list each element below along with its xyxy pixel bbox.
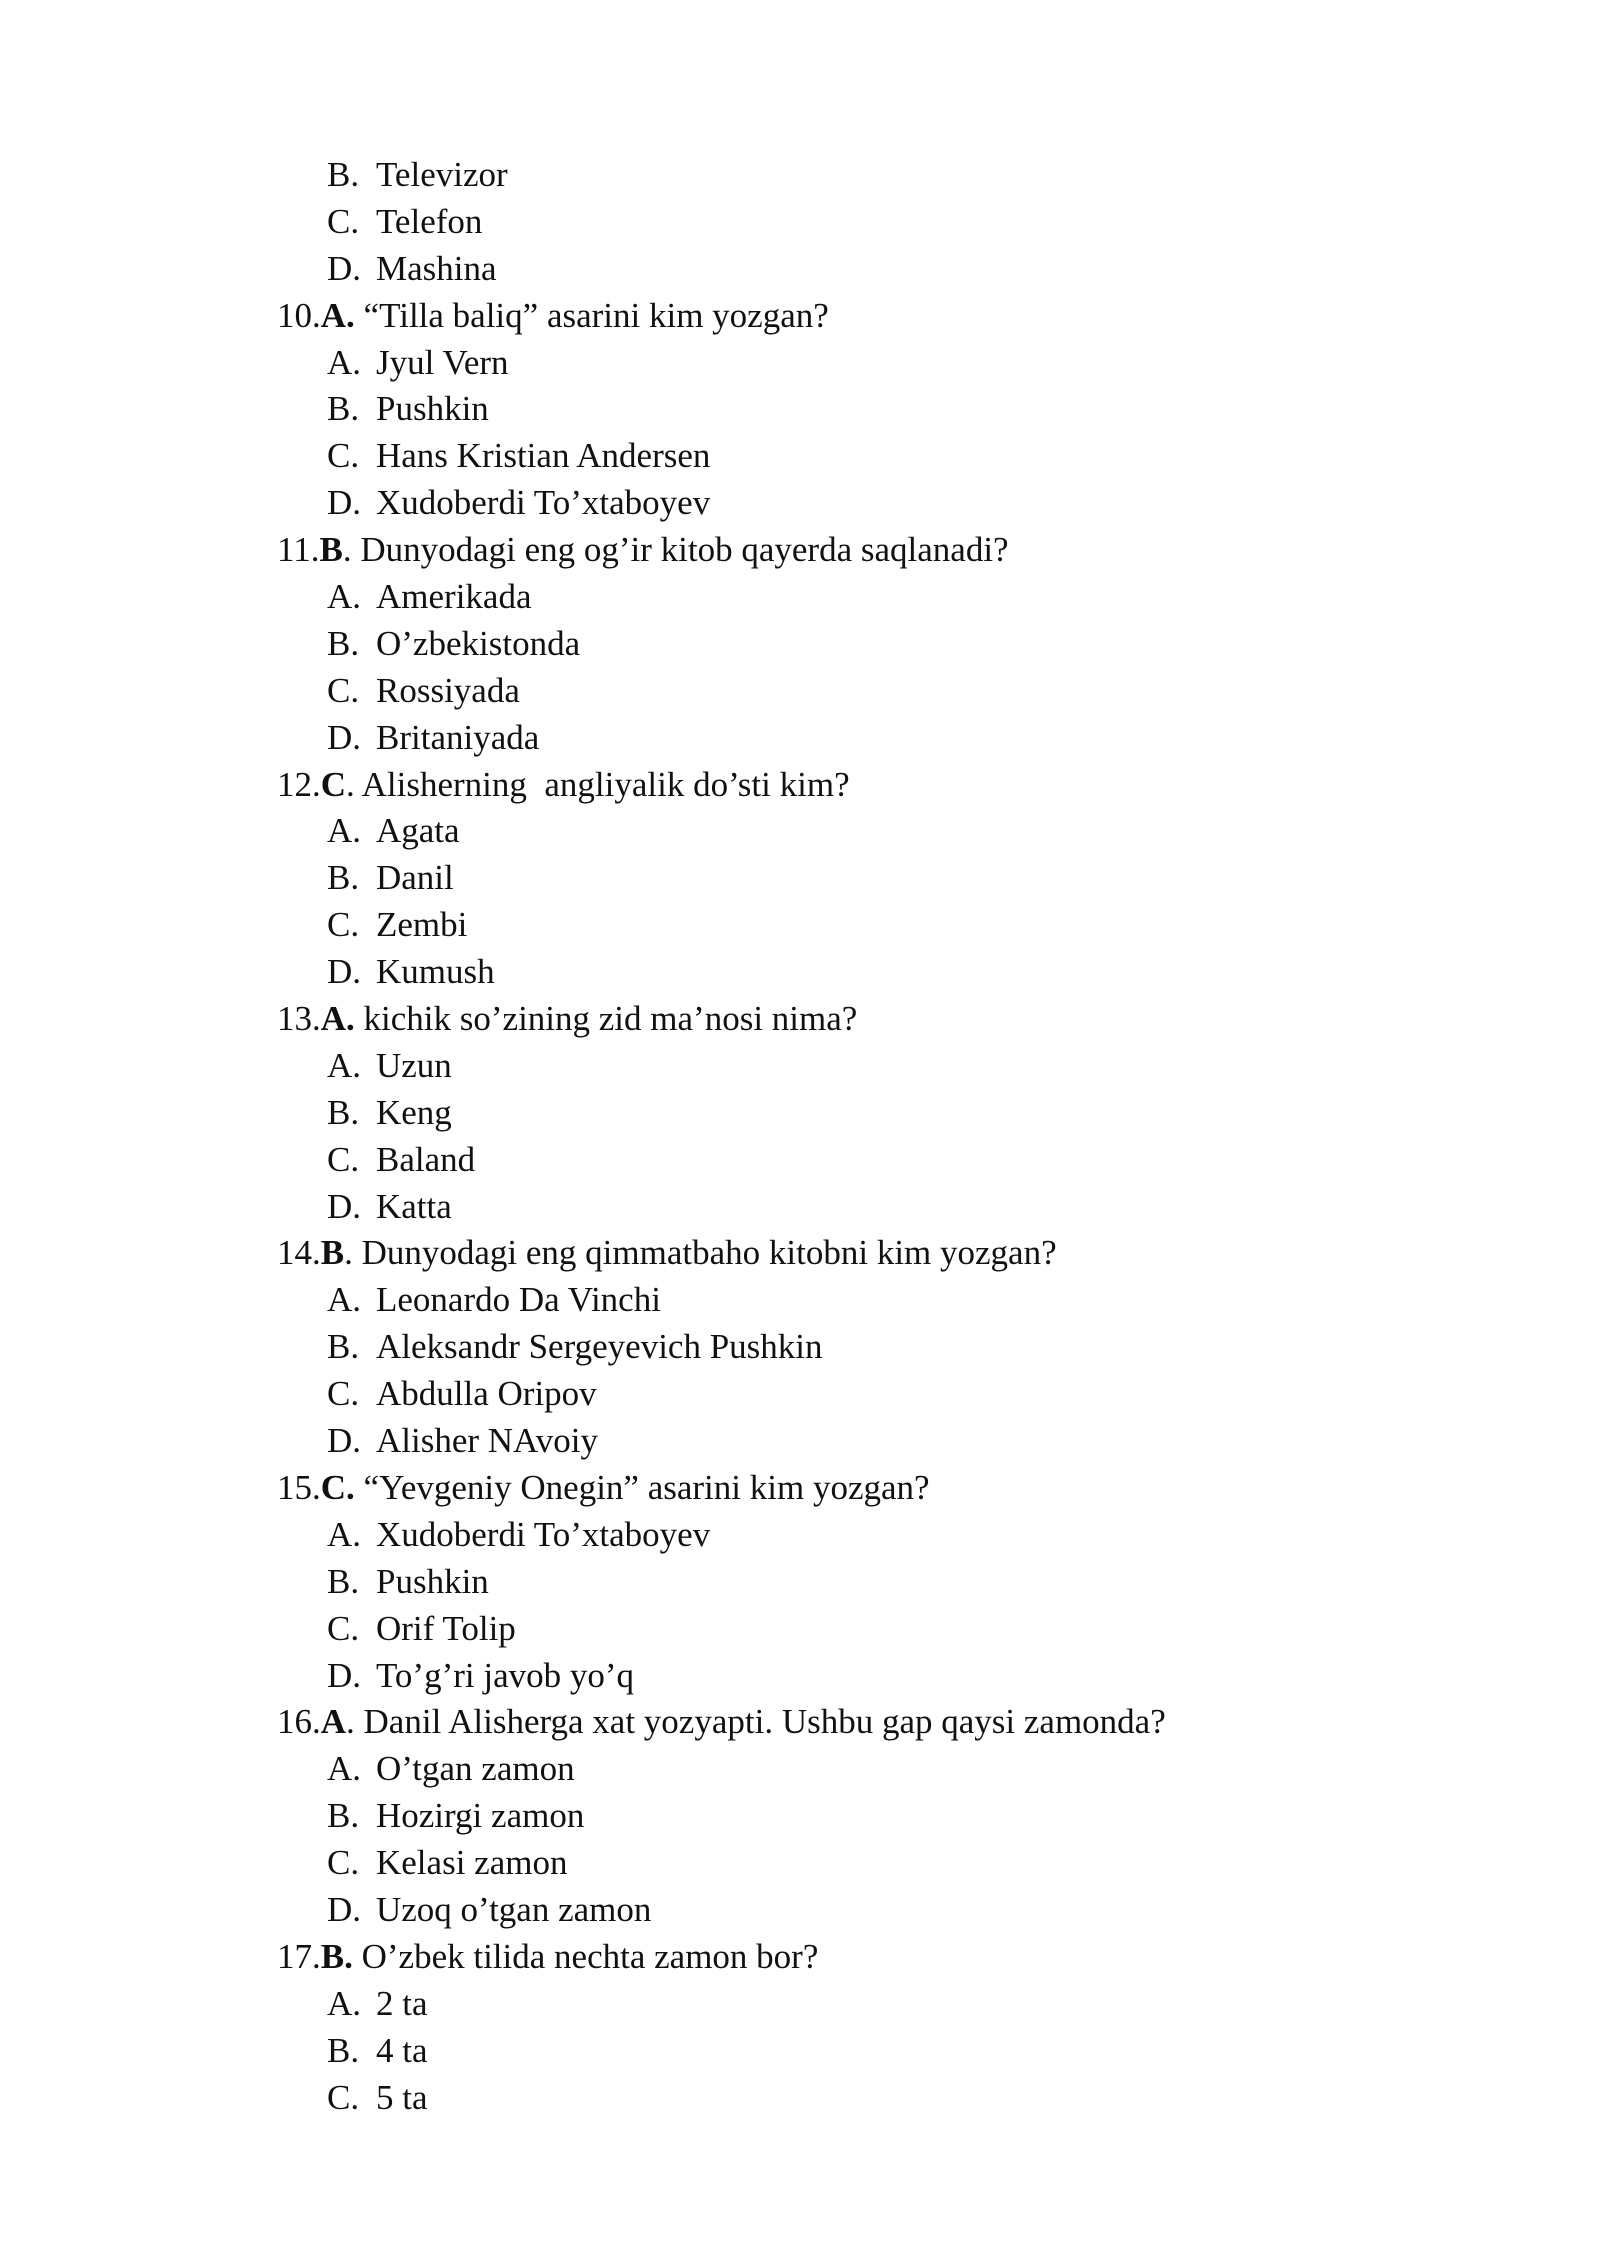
option-letter: D. bbox=[327, 952, 362, 992]
option-text: Jyul Vern bbox=[376, 342, 509, 382]
option-letter: A. bbox=[327, 1514, 362, 1554]
option-letter: A. bbox=[327, 811, 362, 851]
option-line bbox=[0, 2028, 1600, 2075]
option-letter: A. bbox=[327, 1749, 362, 1789]
option-line bbox=[0, 949, 1600, 996]
option-line bbox=[0, 1418, 1600, 1465]
question-text: . Danil Alisherga xat yozyapti. Ushbu gap qaysi zamonda? bbox=[346, 1702, 1166, 1742]
question-number: 10. bbox=[277, 295, 321, 335]
option-line bbox=[0, 1653, 1600, 1700]
option-line bbox=[0, 386, 1600, 433]
question-number: 16. bbox=[277, 1702, 321, 1742]
option-line bbox=[0, 1184, 1600, 1231]
option-text: Xudoberdi To’xtaboyev bbox=[376, 1514, 711, 1554]
option-line bbox=[0, 2075, 1600, 2122]
question-answer-key: B bbox=[319, 530, 343, 570]
option-line bbox=[0, 668, 1600, 715]
option-line bbox=[0, 855, 1600, 902]
option-letter: C. bbox=[327, 436, 360, 476]
document-page bbox=[0, 152, 1600, 2121]
option-letter: A. bbox=[327, 577, 362, 617]
option-text: Baland bbox=[376, 1139, 476, 1179]
option-line bbox=[0, 1043, 1600, 1090]
option-text: Televizor bbox=[376, 155, 508, 194]
question-answer-key: A bbox=[320, 1702, 347, 1742]
option-text: Abdulla Oripov bbox=[376, 1374, 597, 1414]
question-answer-key: B bbox=[320, 1233, 345, 1273]
option-letter: C. bbox=[327, 201, 360, 241]
option-line bbox=[0, 574, 1600, 621]
question-number: 15. bbox=[277, 1467, 321, 1507]
question-answer-key: A. bbox=[320, 999, 355, 1039]
option-text: Katta bbox=[376, 1186, 452, 1226]
option-text: 5 ta bbox=[376, 2077, 428, 2117]
option-letter: D. bbox=[327, 1889, 362, 1929]
option-text: Uzun bbox=[376, 1045, 452, 1085]
option-letter: B. bbox=[327, 2030, 360, 2070]
question-number: 14. bbox=[277, 1233, 321, 1273]
option-letter: C. bbox=[327, 670, 360, 710]
option-letter: A. bbox=[327, 342, 362, 382]
option-text: Rossiyada bbox=[376, 670, 520, 710]
option-text: Uzoq o’tgan zamon bbox=[376, 1889, 652, 1929]
option-text: Britaniyada bbox=[376, 717, 540, 757]
option-text: Agata bbox=[376, 811, 460, 851]
option-letter: B. bbox=[327, 1092, 360, 1132]
option-line bbox=[0, 1887, 1600, 1934]
option-line bbox=[0, 1090, 1600, 1137]
option-text: Amerikada bbox=[376, 577, 532, 617]
option-line bbox=[0, 199, 1600, 246]
option-line bbox=[0, 1606, 1600, 1653]
option-letter: C. bbox=[327, 1843, 360, 1883]
option-line bbox=[0, 480, 1600, 527]
option-line bbox=[0, 1324, 1600, 1371]
option-line bbox=[0, 1746, 1600, 1793]
question-line bbox=[0, 996, 1600, 1043]
option-letter: D. bbox=[327, 1421, 362, 1461]
option-text: Hozirgi zamon bbox=[376, 1796, 585, 1836]
option-text: 2 ta bbox=[376, 1983, 428, 2023]
option-letter: B. bbox=[327, 1561, 360, 1601]
option-text: Aleksandr Sergeyevich Pushkin bbox=[376, 1327, 823, 1367]
option-text: Telefon bbox=[376, 201, 483, 241]
option-text: Keng bbox=[376, 1092, 452, 1132]
question-number: 13. bbox=[277, 999, 321, 1039]
option-text: Pushkin bbox=[376, 1561, 489, 1601]
question-number: 17. bbox=[277, 1936, 321, 1976]
option-letter: C. bbox=[327, 2077, 360, 2117]
question-text: “Yevgeniy Onegin” asarini kim yozgan? bbox=[354, 1467, 930, 1507]
option-text: Danil bbox=[376, 858, 454, 898]
question-text: . Dunyodagi eng og’ir kitob qayerda saqlanadi? bbox=[342, 530, 1009, 570]
question-text: O’zbek tilida nechta zamon bor? bbox=[352, 1936, 819, 1976]
option-text: Leonardo Da Vinchi bbox=[376, 1280, 661, 1320]
option-letter: D. bbox=[327, 1655, 362, 1695]
question-text: kichik so’zining zid ma’nosi nima? bbox=[354, 999, 858, 1039]
question-text: . Dunyodagi eng qimmatbaho kitobni kim yozgan? bbox=[344, 1233, 1057, 1273]
question-answer-key: B. bbox=[320, 1936, 353, 1976]
question-line bbox=[0, 527, 1600, 574]
option-letter: B. bbox=[327, 389, 360, 429]
option-line bbox=[0, 1277, 1600, 1324]
option-line bbox=[0, 246, 1600, 293]
option-line bbox=[0, 340, 1600, 387]
option-text: To’g’ri javob yo’q bbox=[376, 1655, 635, 1695]
question-text: “Tilla baliq” asarini kim yozgan? bbox=[354, 295, 829, 335]
option-letter: D. bbox=[327, 1186, 362, 1226]
option-text: Alisher NAvoiy bbox=[376, 1421, 598, 1461]
option-letter: B. bbox=[327, 1327, 360, 1367]
question-line bbox=[0, 1934, 1600, 1981]
option-line bbox=[0, 808, 1600, 855]
option-letter: D. bbox=[327, 717, 362, 757]
question-line bbox=[0, 762, 1600, 809]
option-text: O’tgan zamon bbox=[376, 1749, 575, 1789]
option-letter: B. bbox=[327, 155, 360, 194]
option-line bbox=[0, 152, 1600, 199]
option-text: Orif Tolip bbox=[376, 1608, 516, 1648]
option-text: Pushkin bbox=[376, 389, 489, 429]
question-line bbox=[0, 1465, 1600, 1512]
question-answer-key: A. bbox=[320, 295, 355, 335]
option-letter: B. bbox=[327, 1796, 360, 1836]
option-letter: D. bbox=[327, 248, 362, 288]
option-line bbox=[0, 621, 1600, 668]
option-line bbox=[0, 715, 1600, 762]
option-letter: D. bbox=[327, 483, 362, 523]
option-letter: C. bbox=[327, 905, 360, 945]
option-line bbox=[0, 1981, 1600, 2028]
option-text: Kelasi zamon bbox=[376, 1843, 568, 1883]
option-line bbox=[0, 1371, 1600, 1418]
option-letter: C. bbox=[327, 1139, 360, 1179]
option-letter: A. bbox=[327, 1280, 362, 1320]
question-number: 11. bbox=[277, 530, 320, 570]
option-letter: B. bbox=[327, 858, 360, 898]
option-text: Zembi bbox=[376, 905, 468, 945]
question-answer-key: C bbox=[320, 764, 347, 804]
question-line bbox=[0, 293, 1600, 340]
option-text: Xudoberdi To’xtaboyev bbox=[376, 483, 711, 523]
option-letter: A. bbox=[327, 1045, 362, 1085]
question-line bbox=[0, 1230, 1600, 1277]
option-line bbox=[0, 433, 1600, 480]
question-number: 12. bbox=[277, 764, 321, 804]
option-text: Kumush bbox=[376, 952, 495, 992]
question-line bbox=[0, 1699, 1600, 1746]
option-letter: C. bbox=[327, 1608, 360, 1648]
option-text: Hans Kristian Andersen bbox=[376, 436, 711, 476]
option-line bbox=[0, 1793, 1600, 1840]
option-line bbox=[0, 1559, 1600, 1606]
option-text: Mashina bbox=[376, 248, 497, 288]
option-line bbox=[0, 1512, 1600, 1559]
question-answer-key: C. bbox=[320, 1467, 355, 1507]
option-line bbox=[0, 902, 1600, 949]
option-letter: A. bbox=[327, 1983, 362, 2023]
option-line bbox=[0, 1840, 1600, 1887]
option-text: O’zbekistonda bbox=[376, 623, 581, 663]
option-line bbox=[0, 1137, 1600, 1184]
option-letter: C. bbox=[327, 1374, 360, 1414]
question-text: . Alisherning angliyalik do’sti kim? bbox=[346, 764, 850, 804]
option-letter: B. bbox=[327, 623, 360, 663]
option-text: 4 ta bbox=[376, 2030, 428, 2070]
